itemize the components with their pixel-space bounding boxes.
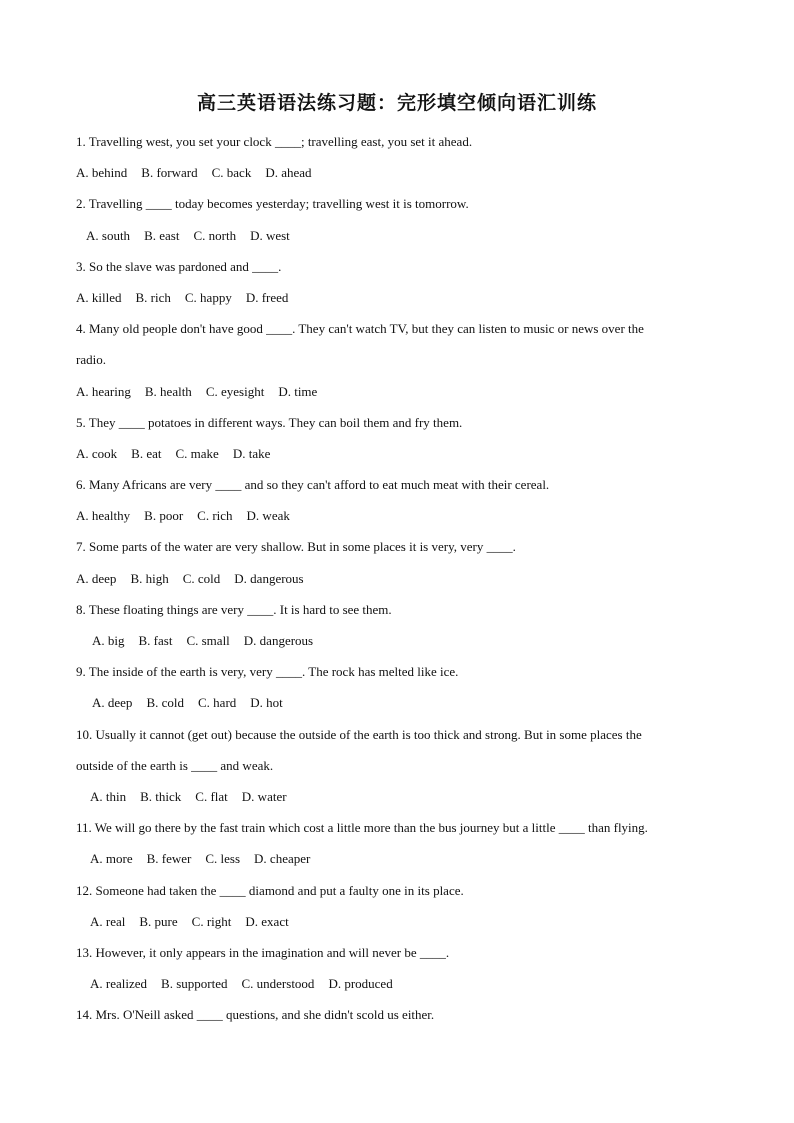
page-title: 高三英语语法练习题：完形填空倾向语汇训练 [196,92,597,114]
answer-option: B. health [144,383,192,399]
answer-option: C. back [211,165,252,181]
answer-option: C. less [205,851,241,867]
answer-option: D. hot [250,695,283,711]
question-text: 12. Someone had taken the ____ diamond and put a faulty one in its place. [76,882,464,898]
answer-option: B. cold [146,695,184,711]
answer-option: D. cheaper [254,851,311,867]
answer-option: C. make [175,445,219,461]
answer-option: B. east [144,227,180,243]
answer-option: D. time [278,383,318,399]
answer-option: C. understood [241,976,315,992]
answer-option: B. pure [139,913,178,929]
answer-options [76,563,716,594]
answer-option: B. fast [138,633,173,648]
answer-option: A. south [86,227,131,243]
answer-option: C. rich [197,508,233,524]
answer-option: A. cook [76,445,118,461]
answer-options [76,968,716,999]
question-text: 4. Many old people don't have good ____. They can't watch TV, but they can listen to music or news over the [76,321,644,337]
answer-option: A. hearing [76,383,131,399]
question-text: 7. Some parts of the water are very shallow. But in some places it is very, very ____. [76,539,516,555]
answer-option: A. real [90,913,126,929]
answer-options [76,843,716,874]
answer-option: C. small [186,633,230,648]
answer-option: A. killed [76,289,122,305]
answer-option: B. high [130,570,169,586]
question-text: 13. However, it only appears in the imagination and will never be ____. [76,944,450,960]
question-list [76,126,716,1030]
answer-option: D. weak [246,508,290,524]
question-text: 6. Many Africans are very ____ and so they can't afford to eat much meat with their cereal. [76,477,550,493]
answer-options [76,906,716,937]
answer-option: D. exact [245,913,289,929]
answer-option: C. cold [182,570,221,586]
question-text: 3. So the slave was pardoned and ____. [76,258,282,274]
answer-option: D. west [250,227,290,243]
question-text: 5. They ____ potatoes in different ways. They can boil them and fry them. [76,414,463,430]
answer-options [76,376,716,407]
question-text: 1. Travelling west, you set your clock ____; travelling east, you set it ahead. [76,134,473,149]
answer-option: D. water [241,788,287,804]
question-text: radio. [76,352,106,368]
answer-options [76,220,716,251]
question-text: outside of the earth is ____ and weak. [76,757,274,773]
answer-option: B. poor [144,508,184,524]
question-text: 9. The inside of the earth is very, very ____. The rock has melted like ice. [76,664,459,680]
question-text: 8. These floating things are very ____. It is hard to see them. [76,601,392,617]
answer-option: B. thick [140,788,182,804]
answer-options [76,781,716,812]
question-text: 10. Usually it cannot (get out) because the outside of the earth is too thick and strong. But in some places the [76,726,642,742]
answer-option: C. flat [195,788,228,804]
answer-option: B. forward [141,165,198,181]
answer-option: B. fewer [146,851,192,867]
answer-options [76,157,716,188]
answer-option: B. rich [135,289,171,305]
answer-option: A. thin [90,788,127,804]
question-text: 2. Travelling ____ today becomes yesterday; travelling west it is tomorrow. [76,196,469,212]
question-text: 14. Mrs. O'Neill asked ____ questions, and she didn't scold us either. [76,1007,435,1023]
answer-option: A. deep [92,695,133,711]
question-text: 11. We will go there by the fast train which cost a little more than the bus journey but a little ____ than flying. [76,820,648,836]
answer-option: D. dangerous [234,570,304,586]
answer-options [76,438,716,469]
answer-options [76,282,716,313]
answer-option: C. eyesight [205,383,265,399]
answer-options [76,500,716,531]
answer-option: A. deep [76,570,117,586]
answer-option: D. ahead [265,165,312,181]
answer-option: A. healthy [76,508,131,524]
answer-option: D. take [232,445,271,461]
answer-option: A. big [92,633,125,648]
answer-option: D. freed [245,289,289,305]
answer-option: C. north [193,227,237,243]
answer-option: B. eat [131,445,162,461]
answer-option: D. dangerous [243,633,314,648]
answer-option: D. produced [328,976,393,992]
answer-options [76,625,716,656]
answer-option: B. supported [161,976,228,992]
answer-option: C. right [191,913,232,929]
answer-option: A. realized [90,976,148,992]
answer-options [76,687,716,718]
answer-option: A. more [90,851,133,867]
answer-option: A. behind [76,165,128,181]
answer-option: C. hard [198,695,237,711]
answer-option: C. happy [184,289,232,305]
